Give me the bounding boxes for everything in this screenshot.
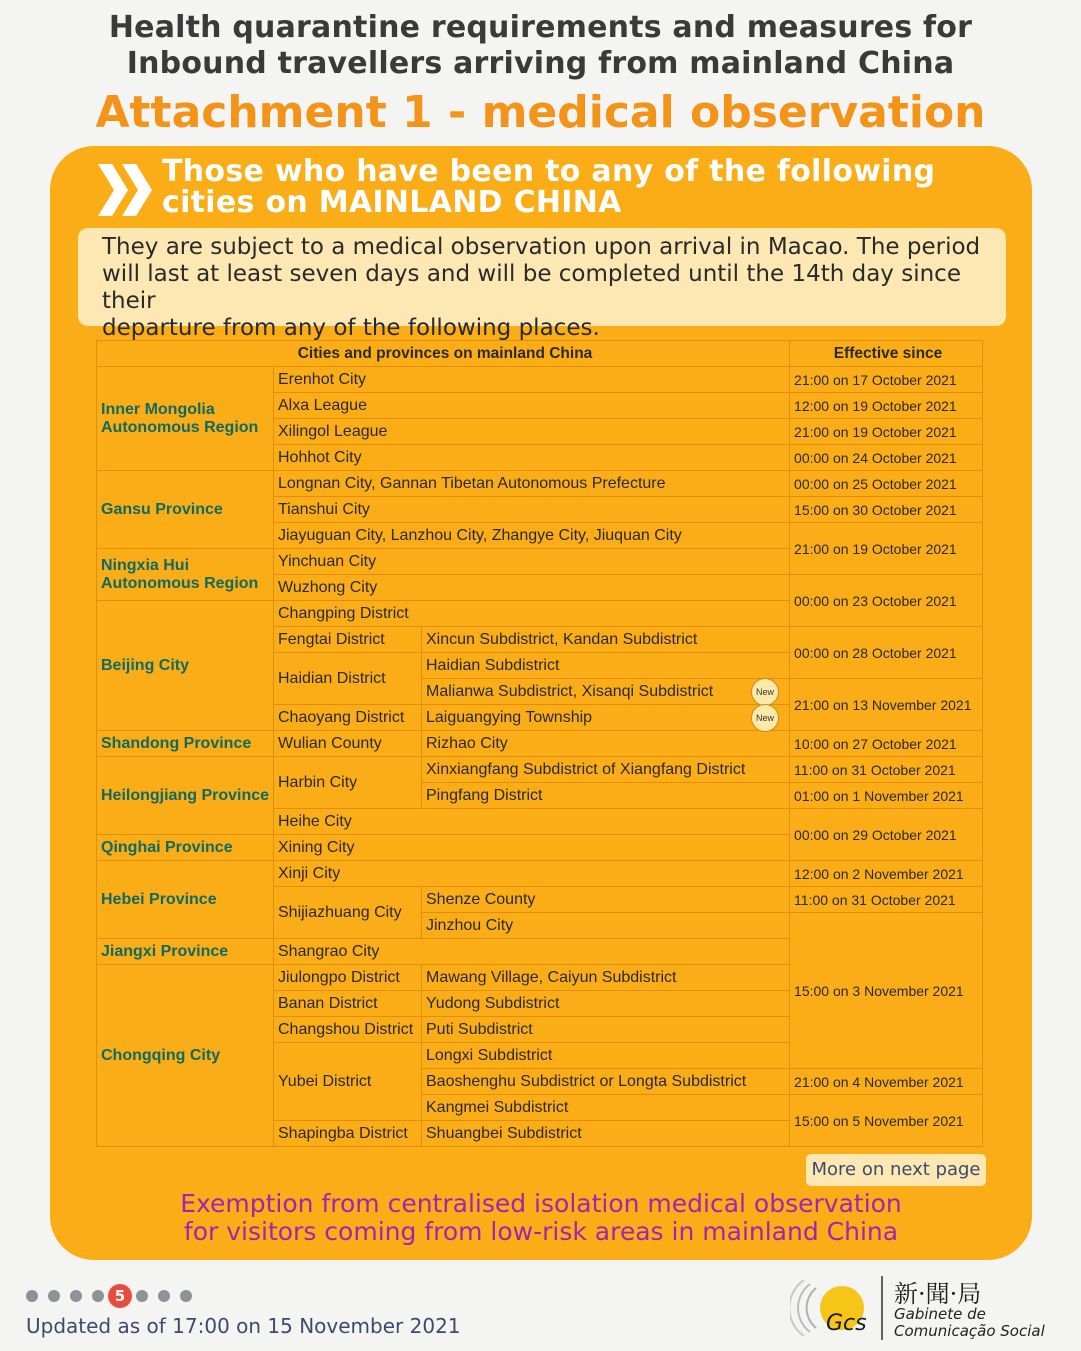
- district-cell: Shijiazhuang City: [274, 887, 422, 939]
- new-badge: New: [751, 704, 779, 732]
- date-cell: 21:00 on 19 October 2021: [790, 523, 983, 575]
- subdistrict-cell: [422, 705, 790, 731]
- svg-text:Gcs: Gcs: [826, 1311, 867, 1336]
- page-dot[interactable]: [92, 1290, 104, 1302]
- intro-line-1: They are subject to a medical observation upon arrival in Macao. The period: [102, 234, 981, 260]
- logo-chinese: 新·聞·局: [894, 1280, 982, 1308]
- page-subtitle: Attachment 1 - medical observation: [95, 87, 986, 138]
- date-cell: 12:00 on 19 October 2021: [790, 393, 983, 419]
- logo-pt-line-2: Comunicação Social: [894, 1322, 1045, 1340]
- region-label: Autonomous Region: [101, 574, 259, 592]
- section-heading-line-2: cities on MAINLAND CHINA: [162, 185, 622, 220]
- subdistrict-label: Laiguangying Township: [426, 708, 593, 726]
- date-cell: 00:00 on 29 October 2021: [790, 809, 983, 861]
- place-cell: Tianshui City: [274, 497, 790, 523]
- region-heilongjiang: Heilongjiang Province: [97, 757, 274, 835]
- region-jiangxi: Jiangxi Province: [97, 939, 274, 965]
- date-cell: 01:00 on 1 November 2021: [790, 783, 983, 809]
- place-cell: Heihe City: [274, 809, 790, 835]
- place-cell: Hohhot City: [274, 445, 790, 471]
- date-cell: 15:00 on 30 October 2021: [790, 497, 983, 523]
- place-cell: Alxa League: [274, 393, 790, 419]
- exemption-link[interactable]: [50, 1190, 1032, 1246]
- district-cell: Banan District: [274, 991, 422, 1017]
- table-row: [97, 757, 983, 783]
- date-cell: 00:00 on 28 October 2021: [790, 627, 983, 679]
- date-cell: 15:00 on 3 November 2021: [790, 913, 983, 1069]
- date-cell: 00:00 on 24 October 2021: [790, 445, 983, 471]
- date-cell: 15:00 on 5 November 2021: [790, 1095, 983, 1147]
- double-chevron-right-icon: [98, 164, 154, 216]
- subdistrict-cell: Pingfang District: [422, 783, 790, 809]
- region-label: Autonomous Region: [101, 418, 259, 436]
- page-dot[interactable]: [48, 1290, 60, 1302]
- place-cell: Longnan City, Gannan Tibetan Autonomous Prefecture: [274, 471, 790, 497]
- district-cell: Harbin City: [274, 757, 422, 809]
- district-cell: Changshou District: [274, 1017, 422, 1043]
- page-dot[interactable]: [180, 1290, 192, 1302]
- page-dot[interactable]: [26, 1290, 38, 1302]
- place-cell: Xining City: [274, 835, 790, 861]
- date-cell: 21:00 on 19 October 2021: [790, 419, 983, 445]
- subdistrict-cell: Rizhao City: [422, 731, 790, 757]
- place-cell: Jiayuguan City, Lanzhou City, Zhangye City, Jiuquan City: [274, 523, 790, 549]
- content-card: [50, 146, 1032, 1260]
- subdistrict-cell: Xincun Subdistrict, Kandan Subdistrict: [422, 627, 790, 653]
- gcs-logo: [790, 1272, 1070, 1344]
- subdistrict-cell: Longxi Subdistrict: [422, 1043, 790, 1069]
- subdistrict-cell: [422, 679, 790, 705]
- header-places: Cities and provinces on mainland China: [97, 341, 790, 367]
- new-badge: New: [751, 678, 779, 706]
- header-effective: Effective since: [790, 341, 983, 367]
- region-label: Ningxia Hui: [101, 556, 190, 574]
- table-row: [97, 861, 983, 887]
- region-beijing: Beijing City: [97, 601, 274, 731]
- title-line-1: Health quarantine requirements and measures for: [108, 10, 973, 45]
- title-line-2: Inbound travellers arriving from mainland China: [126, 46, 955, 81]
- subdistrict-cell: Jinzhou City: [422, 913, 790, 939]
- region-shandong: Shandong Province: [97, 731, 274, 757]
- date-cell: 10:00 on 27 October 2021: [790, 731, 983, 757]
- district-cell: Haidian District: [274, 653, 422, 705]
- region-inner-mongolia: [97, 367, 274, 471]
- gcs-emblem-icon: [790, 1272, 886, 1344]
- district-cell: Chaoyang District: [274, 705, 422, 731]
- place-cell: Yinchuan City: [274, 549, 790, 575]
- subdistrict-cell: Shuangbei Subdistrict: [422, 1121, 790, 1147]
- more-on-next-page-button[interactable]: More on next page: [806, 1154, 986, 1186]
- intro-box: [78, 228, 1006, 341]
- exemption-line-1: Exemption from centralised isolation medical observation: [180, 1189, 902, 1218]
- subdistrict-cell: Puti Subdistrict: [422, 1017, 790, 1043]
- date-cell: 00:00 on 25 October 2021: [790, 471, 983, 497]
- district-cell: Fengtai District: [274, 627, 422, 653]
- subdistrict-cell: Xinxiangfang Subdistrict of Xiangfang District: [422, 757, 790, 783]
- places-table: [96, 340, 983, 1147]
- date-cell: 11:00 on 31 October 2021: [790, 887, 983, 913]
- updated-timestamp: Updated as of 17:00 on 15 November 2021: [26, 1314, 461, 1338]
- date-cell: 21:00 on 4 November 2021: [790, 1069, 983, 1095]
- region-gansu: Gansu Province: [97, 471, 274, 549]
- section-heading: [162, 156, 982, 218]
- date-cell: 11:00 on 31 October 2021: [790, 757, 983, 783]
- subdistrict-label: Malianwa Subdistrict, Xisanqi Subdistrict: [426, 682, 714, 700]
- section-heading-line-1: Those who have been to any of the following: [162, 154, 936, 189]
- page-dot[interactable]: [70, 1290, 82, 1302]
- page-dot-active[interactable]: 5: [108, 1284, 132, 1308]
- place-cell: Changping District: [274, 601, 790, 627]
- district-cell: Shapingba District: [274, 1121, 422, 1147]
- region-ningxia: [97, 549, 274, 601]
- place-cell: Wuzhong City: [274, 575, 790, 601]
- place-cell: Xinji City: [274, 861, 790, 887]
- place-cell: Erenhot City: [274, 367, 790, 393]
- date-cell: 21:00 on 17 October 2021: [790, 367, 983, 393]
- table-header-row: [97, 341, 983, 367]
- subdistrict-cell: Baoshenghu Subdistrict or Longta Subdistrict: [422, 1069, 790, 1095]
- date-cell: 21:00 on 13 November 2021: [790, 679, 983, 731]
- page-title: [0, 10, 1081, 82]
- table-row: [97, 471, 983, 497]
- place-cell: Shangrao City: [274, 939, 790, 965]
- logo-pt-line-1: Gabinete de: [894, 1305, 986, 1323]
- logo-portuguese: [894, 1306, 1045, 1340]
- subdistrict-cell: Mawang Village, Caiyun Subdistrict: [422, 965, 790, 991]
- subdistrict-cell: Shenze County: [422, 887, 790, 913]
- region-hebei: Hebei Province: [97, 861, 274, 939]
- exemption-line-2: for visitors coming from low-risk areas in mainland China: [183, 1217, 899, 1246]
- table-row: [97, 367, 983, 393]
- intro-line-2: will last at least seven days and will be completed until the 14th day since their: [102, 261, 961, 314]
- subdistrict-cell: Yudong Subdistrict: [422, 991, 790, 1017]
- district-cell: Wulian County: [274, 731, 422, 757]
- region-chongqing: Chongqing City: [97, 965, 274, 1147]
- subdistrict-cell: Kangmei Subdistrict: [422, 1095, 790, 1121]
- place-cell: Xilingol League: [274, 419, 790, 445]
- district-cell: Jiulongpo District: [274, 965, 422, 991]
- date-cell: 12:00 on 2 November 2021: [790, 861, 983, 887]
- region-label: Inner Mongolia: [101, 400, 215, 418]
- page-dot[interactable]: [158, 1290, 170, 1302]
- intro-line-3: departure from any of the following places.: [102, 315, 600, 341]
- date-cell: 00:00 on 23 October 2021: [790, 575, 983, 627]
- page-dot[interactable]: [136, 1290, 148, 1302]
- region-qinghai: Qinghai Province: [97, 835, 274, 861]
- district-cell: Yubei District: [274, 1043, 422, 1121]
- subdistrict-cell: Haidian Subdistrict: [422, 653, 790, 679]
- table-row: [97, 731, 983, 757]
